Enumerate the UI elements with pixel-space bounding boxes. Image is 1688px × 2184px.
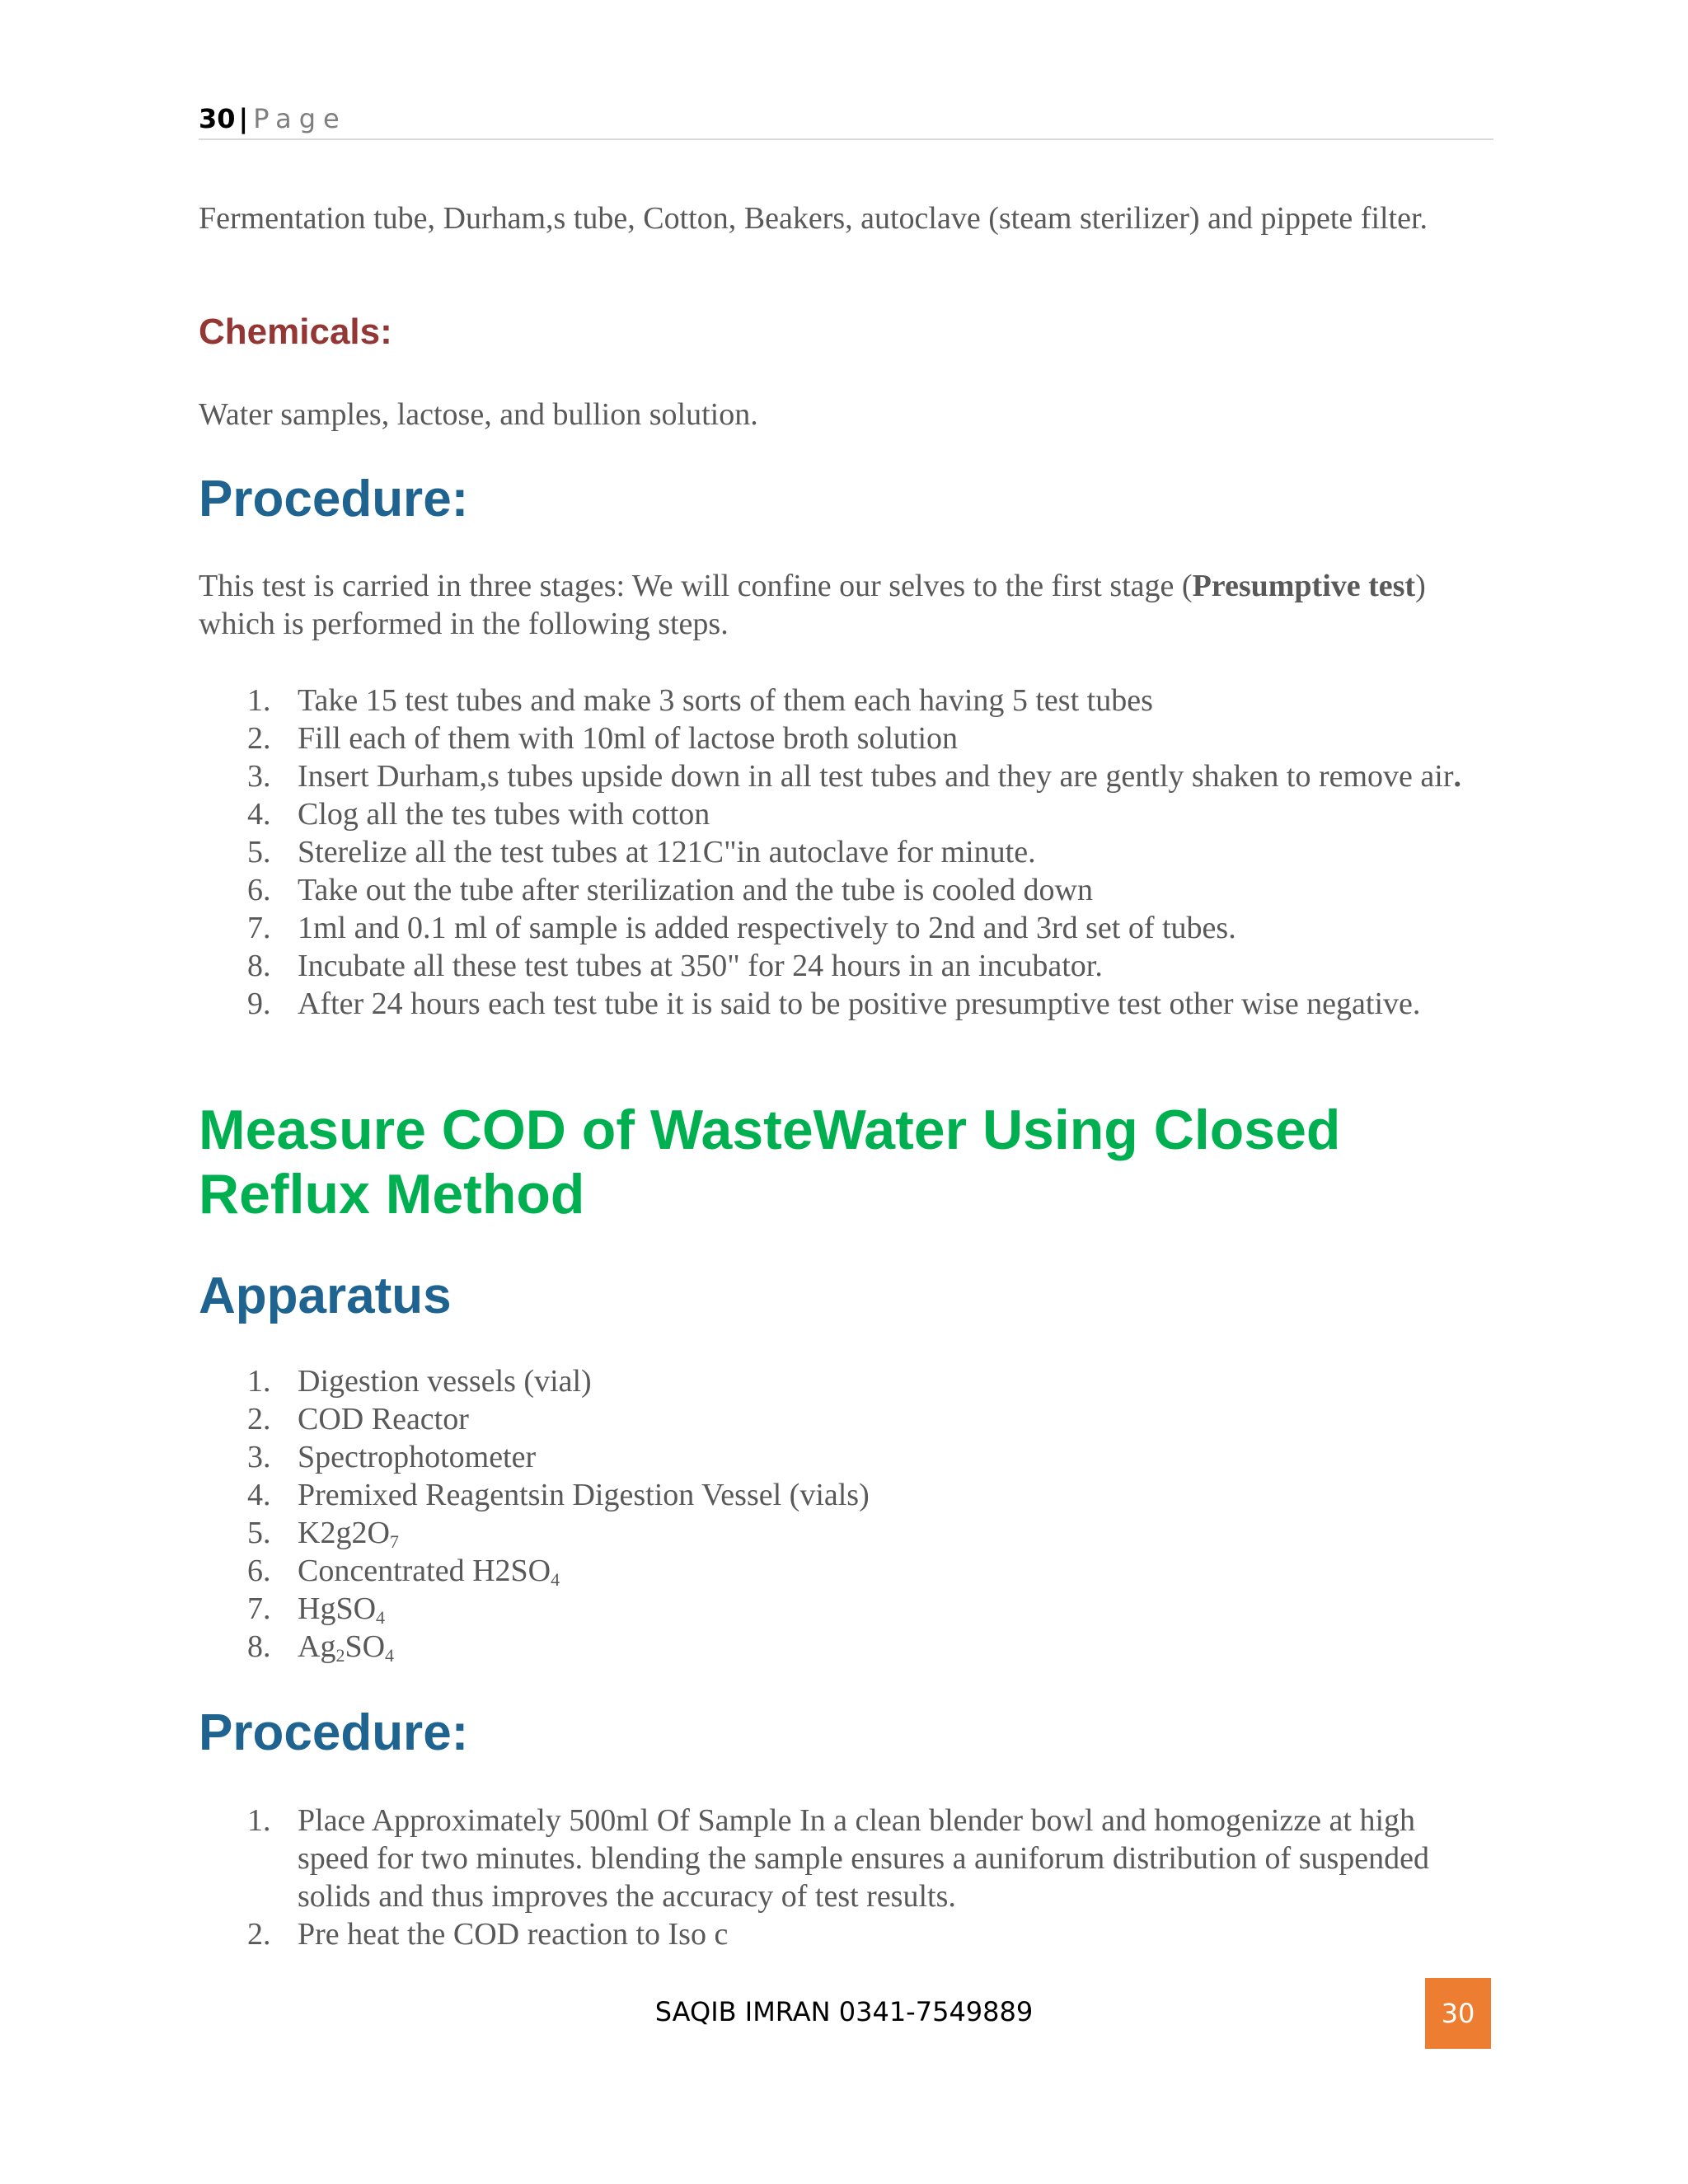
item-number: 5.	[247, 1516, 271, 1550]
list-item	[0, 1362, 1492, 1400]
page-number: 30	[199, 103, 236, 134]
chemicals-heading: Chemicals:	[199, 312, 392, 352]
procedure-intro-before: This test is carried in three stages: We will confine our selves to the first stage (	[199, 569, 1193, 603]
item-text: Concentrated H2SO	[298, 1554, 551, 1588]
item-text: Insert Durham,s tubes upside down in all test tubes and they are gently shaken to remove air	[298, 759, 1454, 794]
item-number: 3.	[247, 759, 271, 794]
list-item	[0, 1590, 1492, 1628]
item-text: Ag	[298, 1629, 336, 1664]
item-text: HgSO	[298, 1591, 377, 1626]
list-item	[0, 871, 1492, 909]
item-number: 2.	[247, 1917, 271, 1952]
item-text: COD Reactor	[298, 1402, 469, 1436]
header-divider	[199, 138, 1493, 140]
item-text: Clog all the tes tubes with cotton	[298, 797, 710, 832]
list-item	[0, 1438, 1492, 1476]
item-text: Sterelize all the test tubes at 121C"in autoclave for minute.	[298, 835, 1036, 869]
item-text: Premixed Reagentsin Digestion Vessel (vials)	[298, 1478, 870, 1512]
item-number: 3.	[247, 1440, 271, 1474]
presumptive-steps-list	[0, 682, 1492, 1023]
list-item	[0, 833, 1492, 871]
item-number: 5.	[247, 835, 271, 869]
item-number: 7.	[247, 911, 271, 945]
item-text: K2g2O	[298, 1516, 390, 1550]
list-item	[0, 1628, 1492, 1666]
item-number: 6.	[247, 1554, 271, 1588]
page-word: Page	[253, 103, 347, 134]
item-number: 8.	[247, 1629, 271, 1664]
cod-title-line-2: Reflux Method	[199, 1163, 585, 1226]
item-number: 4.	[247, 1478, 271, 1512]
procedure-heading: Procedure:	[199, 471, 469, 527]
list-item	[0, 947, 1492, 985]
footer-author: SAQIB IMRAN 0341-7549889	[654, 1996, 1034, 2027]
list-item	[0, 1552, 1492, 1590]
cod-title-line-1: Measure COD of WasteWater Using Closed	[199, 1099, 1341, 1161]
item-text: After 24 hours each test tube it is said to be positive presumptive test other wise negative.	[298, 987, 1421, 1021]
item-subscript: 4	[376, 1607, 386, 1628]
cod-section-title	[199, 1098, 1517, 1226]
apparatus-heading: Apparatus	[199, 1268, 452, 1324]
item-subscript: 7	[389, 1531, 399, 1552]
list-item	[0, 719, 1492, 757]
list-item	[0, 1802, 1492, 1915]
item-number: 6.	[247, 873, 271, 907]
item-number: 8.	[247, 949, 271, 983]
chemicals-text: Water samples, lactose, and bullion solution.	[199, 397, 758, 432]
item-number: 4.	[247, 797, 271, 832]
item-number: 1.	[247, 1803, 271, 1838]
item-text: Spectrophotometer	[298, 1440, 537, 1474]
list-item	[0, 757, 1492, 795]
list-item	[0, 985, 1492, 1023]
footer-page-box: 30	[1425, 1978, 1491, 2049]
item-number: 1.	[247, 683, 271, 718]
apparatus-list	[0, 1362, 1492, 1666]
item-subscript: 2	[335, 1645, 345, 1666]
item-text: SO	[345, 1629, 386, 1664]
list-item	[0, 795, 1492, 833]
procedure-intro	[199, 567, 1501, 643]
item-text: Incubate all these test tubes at 350" for 24 hours in an incubator.	[298, 949, 1103, 983]
item-text: Place Approximately 500ml Of Sample In a clean blender bowl and homogenizze at high speed for two minutes. blending the sample ensures a auniforum distribution of suspended solids and thus improves the accuracy of test results.	[298, 1803, 1430, 1914]
item-text: Digestion vessels (vial)	[298, 1364, 592, 1399]
procedure-intro-bold: Presumptive test	[1192, 569, 1416, 603]
procedure-intro-after: ) which is performed in the following steps.	[199, 569, 1426, 641]
list-item	[0, 1514, 1492, 1552]
list-item	[0, 1476, 1492, 1514]
item-subscript: 4	[385, 1645, 395, 1666]
item-text: Pre heat the COD reaction to Iso c	[298, 1917, 729, 1952]
item-number: 2.	[247, 1402, 271, 1436]
item-text: Fill each of them with 10ml of lactose broth solution	[298, 721, 959, 756]
item-text: 1ml and 0.1 ml of sample is added respectively to 2nd and 3rd set of tubes.	[298, 911, 1236, 945]
cod-procedure-heading: Procedure:	[199, 1704, 469, 1761]
item-text: Take out the tube after sterilization and the tube is cooled down	[298, 873, 1093, 907]
apparatus-intro-text: Fermentation tube, Durham,s tube, Cotton, Beakers, autoclave (steam sterilizer) and pippete filter.	[199, 201, 1428, 236]
list-item	[0, 1915, 1492, 1953]
item-subscript: 4	[551, 1569, 560, 1590]
header-separator: |	[238, 103, 249, 134]
item-number: 7.	[247, 1591, 271, 1626]
item-text: Take 15 test tubes and make 3 sorts of them each having 5 test tubes	[298, 683, 1153, 718]
item-number: 1.	[247, 1364, 271, 1399]
cod-procedure-list	[0, 1802, 1492, 1953]
item-number: 2.	[247, 721, 271, 756]
list-item	[0, 682, 1492, 719]
list-item	[0, 909, 1492, 947]
item-number: 9.	[247, 987, 271, 1021]
item-tail: .	[1453, 759, 1461, 794]
page-header	[199, 102, 347, 135]
list-item	[0, 1400, 1492, 1438]
